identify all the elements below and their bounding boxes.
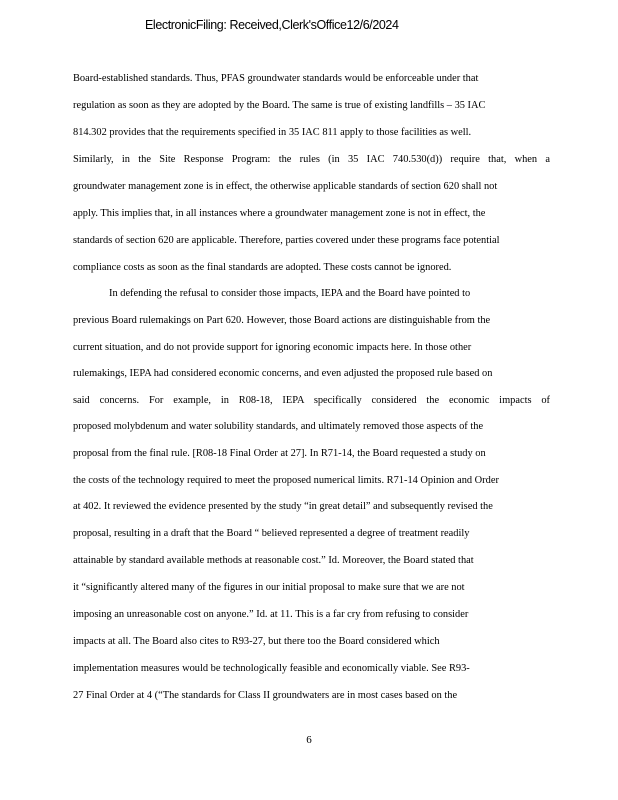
paragraph-first-line: In defending the refusal to consider those impacts, IEPA and the Board have pointed to bbox=[109, 288, 471, 299]
body-line: 814.302 provides that the requirements specified in 35 IAC 811 apply to those facilities as well. bbox=[73, 127, 472, 138]
body-line: it “significantly altered many of the figures in our initial proposal to make sure that we are not bbox=[73, 582, 465, 593]
body-line: imposing an unreasonable cost on anyone.” Id. at 11. This is a far cry from refusing to consider bbox=[73, 609, 469, 620]
body-line: impacts at all. The Board also cites to R93-27, but there too the Board considered which bbox=[73, 636, 440, 647]
body-line: proposal from the final rule. [R08-18 Final Order at 27]. In R71-14, the Board requested a study on bbox=[73, 448, 486, 459]
body-line: rulemakings, IEPA had considered economic concerns, and even adjusted the proposed rule based on bbox=[73, 368, 493, 379]
body-line: groundwater management zone is in effect, the otherwise applicable standards of section 620 shall not bbox=[73, 181, 498, 192]
body-line: standards of section 620 are applicable. Therefore, parties covered under these programs face potential bbox=[73, 235, 500, 246]
body-line: Similarly, in the Site Response Program: the rules (in 35 IAC 740.530(d)) require that, when a bbox=[73, 154, 550, 165]
body-line: compliance costs as soon as the final standards are adopted. These costs cannot be ignored. bbox=[73, 262, 452, 273]
body-line: attainable by standard available methods at reasonable cost.” Id. Moreover, the Board stated that bbox=[73, 555, 474, 566]
body-line: apply. This implies that, in all instances where a groundwater management zone is not in effect, the bbox=[73, 208, 486, 219]
body-line: previous Board rulemakings on Part 620. However, those Board actions are distinguishable from the bbox=[73, 315, 491, 326]
body-line: proposed molybdenum and water solubility standards, and ultimately removed those aspects of the bbox=[73, 421, 484, 432]
body-line: implementation measures would be technologically feasible and economically viable. See R93- bbox=[73, 663, 470, 674]
page-number: 6 bbox=[306, 734, 312, 746]
filing-stamp-header: ElectronicFiling: Received,Clerk'sOffice12/6/2024 bbox=[145, 18, 399, 32]
body-line: proposal, resulting in a draft that the Board “ believed represented a degree of treatment readily bbox=[73, 528, 470, 539]
body-line: at 402. It reviewed the evidence presented by the study “in great detail” and subsequently revised the bbox=[73, 501, 493, 512]
body-line: the costs of the technology required to meet the proposed numerical limits. R71-14 Opinion and Order bbox=[73, 475, 499, 486]
body-line: regulation as soon as they are adopted by the Board. The same is true of existing landfills – 35 IAC bbox=[73, 100, 486, 111]
body-line: Board-established standards. Thus, PFAS groundwater standards would be enforceable under that bbox=[73, 73, 479, 84]
body-line: current situation, and do not provide support for ignoring economic impacts here. In those other bbox=[73, 342, 472, 353]
body-line: said concerns. For example, in R08-18, IEPA specifically considered the economic impacts of bbox=[73, 395, 550, 406]
body-line: 27 Final Order at 4 (“The standards for Class II groundwaters are in most cases based on the bbox=[73, 690, 458, 701]
